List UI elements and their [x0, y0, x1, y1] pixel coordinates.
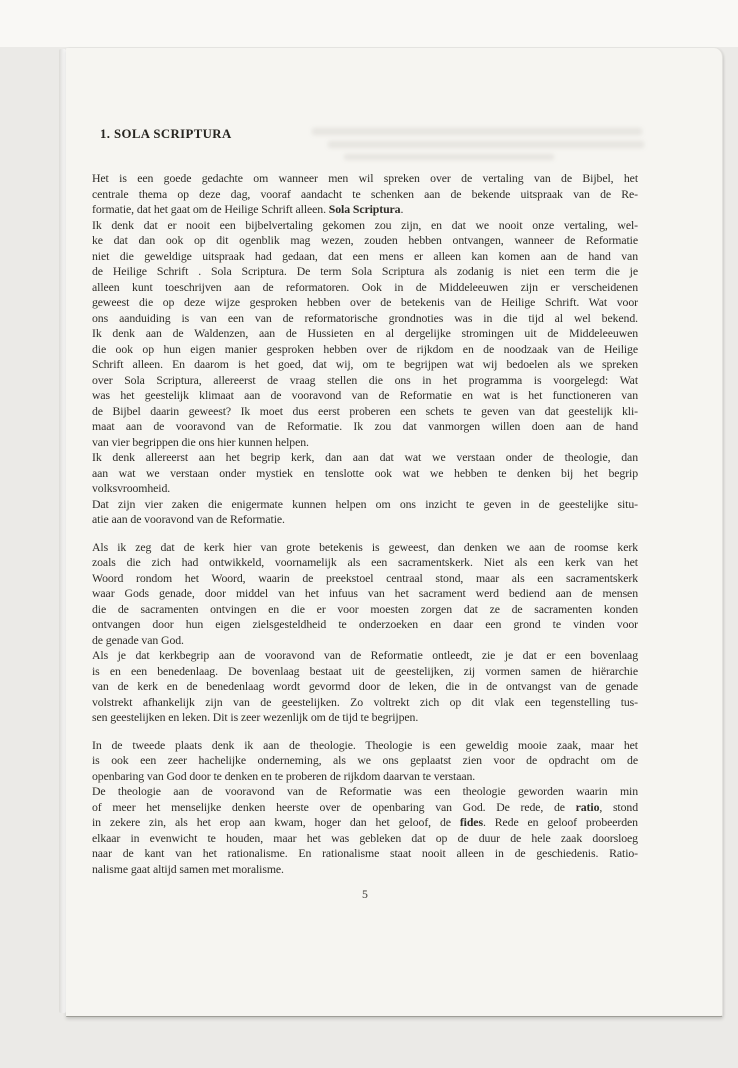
text-segment: volstrekt afhankelijk zijn van de geestelijken. Zo voltrekt zich op dit vlak een tegenstelling tus-	[92, 694, 638, 709]
text-segment: aan wat we verstaan onder mystiek en tenslotte ook wat we hebben te denken bij het begrip	[92, 465, 638, 480]
text-line	[92, 633, 638, 649]
text-line	[92, 357, 638, 373]
text-segment: over Sola Scriptura, allereerst de vraag stellen die ons in het programma is voorgelegd: Wat	[92, 372, 638, 387]
text-segment: Woord rondom het Woord, waarin de preekstoel centraal stond, maar als een sacramentskerk	[92, 570, 638, 585]
text-segment: Ik denk dat er nooit een bijbelvertaling gekomen zou zijn, en dat we nooit onze vertaling, wel-	[92, 217, 638, 232]
text-line	[92, 466, 638, 482]
text-segment: In de tweede plaats denk ik aan de theologie. Theologie is een geweldig mooie zaak, maar het	[92, 737, 638, 752]
text-line	[92, 419, 638, 435]
text-segment: sen geestelijken en leken. Dit is zeer wezenlijk om de tijd te begrijpen.	[92, 710, 419, 724]
text-line	[92, 497, 638, 513]
text-line	[92, 831, 638, 847]
text-segment: volksvroomheid.	[92, 481, 171, 495]
text-line	[92, 404, 638, 420]
page-content	[92, 127, 638, 902]
text-line	[92, 264, 638, 280]
text-line	[92, 800, 638, 816]
text-segment: de Heilige Schrift . Sola Scriptura. De term Sola Scriptura als zodanig is niet een term die je	[92, 264, 638, 278]
text-segment: de Bijbel daarin geweest? Ik moet dus eerst proberen een schets te geven van dat geestelijk kli-	[92, 403, 638, 418]
text-segment: openbaring van God door te denken en te proberen de rijkdom daarvan te verstaan.	[92, 768, 476, 783]
bold-text-segment: ratio	[575, 799, 600, 814]
text-line	[92, 388, 638, 404]
text-segment: . Rede en geloof probeerden	[482, 815, 638, 829]
body-text	[92, 171, 638, 877]
page-stack-edge	[59, 49, 66, 1013]
text-segment: Ik denk aan de Waldenzen, aan de Hussieten en al dergelijke stromingen uit de Middeleeuwen	[92, 326, 638, 340]
text-line	[92, 311, 638, 327]
text-line	[92, 280, 638, 296]
text-line	[92, 481, 638, 497]
text-line	[92, 450, 638, 466]
text-segment: ons aanduiding is van een van de reformatorische grondnoties was in die tijd al wel bekend.	[92, 310, 638, 325]
text-segment: Dat zijn vier zaken die enigermate kunnen helpen om ons inzicht te geven in de geestelijke situ-	[92, 496, 638, 511]
text-segment: ontvangen door hun eigen zielsgesteldheid te onderzoeken en daar een grond te vinden voor	[92, 617, 638, 631]
text-segment: maat aan de vooravond van de Reformatie. Ik zou dat vanmorgen willen doen aan de hand	[92, 419, 638, 433]
book-page	[66, 48, 723, 1017]
text-segment: De theologie aan de vooravond van de Reformatie was een theologie geworden waarin min	[92, 784, 638, 798]
text-line	[92, 710, 638, 726]
text-segment: waar Gods genade, door middel van het infuus van het sacrament werd bediend aan de mensen	[92, 586, 638, 600]
text-segment: alleen kunt toeschrijven aan de reformatoren. Ook in de Middeleeuwen zijn er verscheidenen	[92, 279, 638, 294]
text-segment: die de sacramenten ontvingen en die er voor moesten zorgen dat ze de sacramenten konden	[92, 601, 638, 616]
text-line	[92, 784, 638, 800]
text-segment: van vier begrippen die ons hier kunnen helpen.	[92, 434, 309, 449]
text-segment: van de kerk en de benedenlaag wordt gevormd door de leken, die in de ontvangst van de genade	[92, 679, 638, 693]
text-segment: niet die geweldige uitspraak had gedaan, dat een mens er alleen kan komen aan de hand van	[92, 248, 638, 263]
text-line	[92, 571, 638, 587]
text-segment: centrale thema op deze dag, vooraf aandacht te schenken aan de bekende uitspraak van de Re-	[92, 186, 638, 201]
text-line	[92, 187, 638, 203]
text-line	[92, 586, 638, 602]
text-line	[92, 648, 638, 664]
text-line	[92, 342, 638, 358]
text-segment: Schrift alleen. En daarom is het goed, dat wij, om te begrijpen wat wij bedoelen als we spreken	[92, 357, 638, 371]
text-line	[92, 664, 638, 680]
text-line	[92, 326, 638, 342]
page-number: 5	[362, 887, 368, 901]
text-segment: is ook een zeer hachelijke onderneming, als we ons geplaatst zien voor de opdracht om de	[92, 753, 638, 767]
bold-text-segment: Sola Scriptura	[328, 202, 401, 216]
text-segment: Ik denk allereerst aan het begrip kerk, dan aan dat wat we verstaan onder de theologie, dan	[92, 450, 638, 464]
text-line	[92, 846, 638, 862]
text-segment: of meer het menselijke denken heerste over de openbaring van God. De rede, de	[92, 799, 576, 814]
text-segment: Als je dat kerkbegrip aan de vooravond van de Reformatie ontleedt, zie je dat er een bovenlaag	[92, 648, 638, 662]
text-line	[92, 540, 638, 556]
text-line	[92, 679, 638, 695]
text-line	[92, 233, 638, 249]
text-line	[92, 555, 638, 571]
text-line	[92, 602, 638, 618]
text-line	[92, 171, 638, 187]
text-segment: nalisme gaat altijd samen met moralisme.	[92, 861, 284, 876]
text-line	[92, 218, 638, 234]
text-line	[92, 373, 638, 389]
text-segment: atie aan de vooravond van de Reformatie.	[92, 512, 285, 526]
text-segment: Het is een goede gedachte om wanneer men wil spreken over de vertaling van de Bijbel, het	[92, 171, 638, 185]
text-line	[92, 695, 638, 711]
text-segment: formatie, dat het gaat om de Heilige Schrift alleen.	[92, 202, 329, 216]
text-line	[92, 769, 638, 785]
text-line	[92, 815, 638, 831]
text-segment: die ook op hun eigen manier gesproken hebben over de rijkdom en de noodzaak van de Heilige	[92, 341, 638, 356]
text-segment: ke dat dan ook op dit ogenblik mag wezen, zouden hebben ontvangen, wanneer de Reformatie	[92, 233, 638, 247]
text-line	[92, 862, 638, 878]
text-segment: naar de kant van het rationalisme. En rationalisme staat nooit alleen in de geschiedenis. Ratio-	[92, 846, 638, 860]
text-segment: Als ik zeg dat de kerk hier van grote betekenis is geweest, dan denken we aan de roomse kerk	[92, 539, 638, 554]
text-segment: in zekere zin, als het erop aan kwam, hoger dan het geloof, de	[92, 815, 460, 829]
text-line	[92, 753, 638, 769]
text-segment: de genade van God.	[92, 632, 184, 647]
text-segment: is en een benedenlaag. De bovenlaag bestaat uit de geestelijken, zij vormen samen de hiërarchie	[92, 663, 638, 678]
text-line	[92, 738, 638, 754]
scan-background-top	[0, 0, 738, 47]
text-line	[92, 249, 638, 265]
text-segment: was het geestelijk klimaat aan de vooravond van de Reformatie en wat is het functioneren van	[92, 388, 638, 402]
text-line	[92, 512, 638, 528]
text-line	[92, 617, 638, 633]
text-segment: zoals die zich had ontwikkeld, voornamelijk als een sacramentskerk. Niet als een kerk van het	[92, 555, 638, 569]
text-line	[92, 202, 638, 218]
text-line	[92, 435, 638, 451]
text-segment: elkaar in evenwicht te houden, maar het was gebleken dat op de duur de hele zaak doorsloeg	[92, 830, 638, 845]
text-segment: geweest die op deze wijze gesproken hebben over de betekenis van de Heilige Schrift. Wat voor	[92, 295, 638, 309]
text-segment: , stond	[599, 799, 638, 814]
text-line	[92, 295, 638, 311]
text-segment: .	[400, 202, 404, 216]
bold-text-segment: fides	[459, 815, 483, 829]
section-heading: 1. SOLA SCRIPTURA	[100, 127, 232, 141]
